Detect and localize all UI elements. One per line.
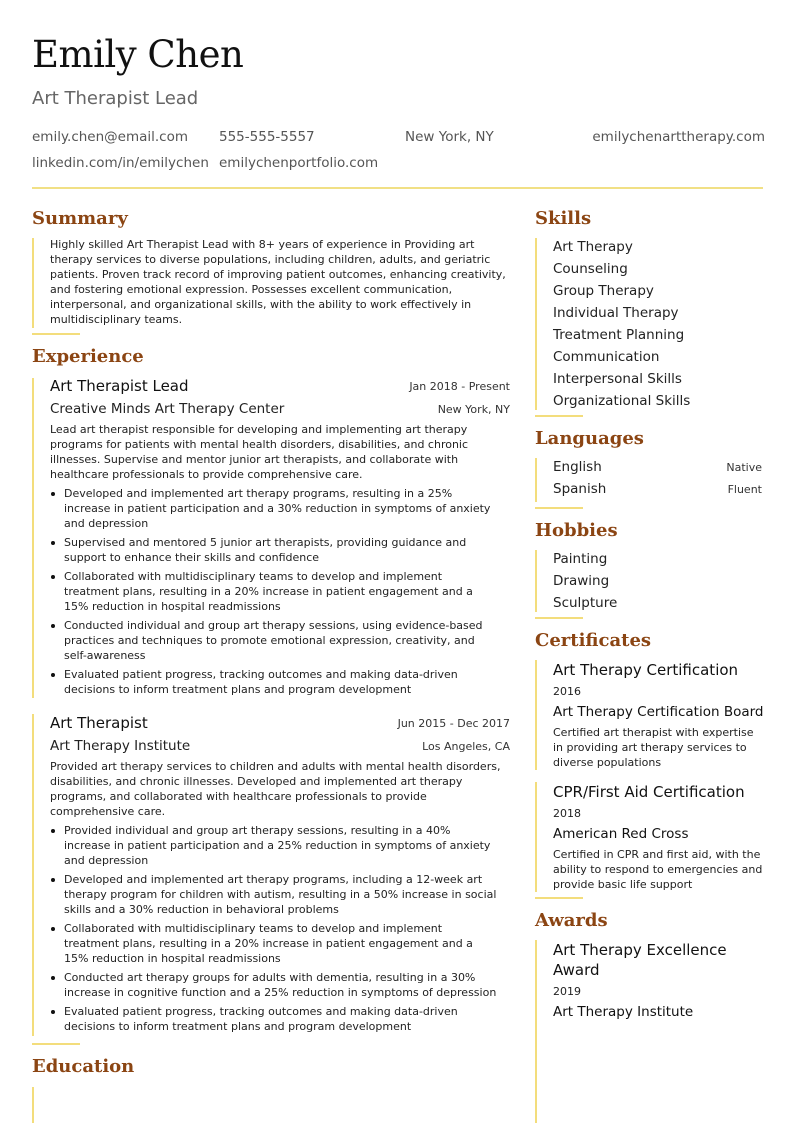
job-description: Lead art therapist responsible for developing and implementing art therapy programs for patients with mental health disorders, disabilities, and chronic illnesses. Supervise and mentor junior art therapists, and collaborate with healthcare professionals to provide comprehensive care. — [50, 423, 469, 481]
certificates-divider — [535, 897, 583, 899]
hobbies-divider — [535, 617, 583, 619]
job-company: Art Therapy Institute — [50, 738, 191, 754]
job-dates: Jun 2015 - Dec 2017 — [397, 717, 510, 730]
header-divider — [32, 187, 763, 189]
bullet-dot-icon — [51, 673, 55, 677]
bullet-dot-icon — [51, 541, 55, 545]
job-title: Art Therapist — [50, 714, 148, 732]
education-heading: Education — [32, 1056, 135, 1077]
certificate-year: 2016 — [553, 685, 581, 698]
job-company: Creative Minds Art Therapy Center — [50, 401, 285, 417]
awards-heading: Awards — [535, 910, 608, 931]
hobby-item: Painting — [553, 551, 608, 567]
job-bullet: Collaborated with multidisciplinary teams to develop and implement treatment plans, resulting in a 20% increase in patient engagement and a 15% reduction in hospital readmissions — [50, 921, 500, 966]
skill-item: Individual Therapy — [553, 305, 679, 321]
job-bullet-list — [50, 823, 500, 1038]
job-accent-bar — [32, 714, 34, 1036]
language-level: Fluent — [727, 483, 762, 496]
skill-item: Group Therapy — [553, 283, 654, 299]
bullet-dot-icon — [51, 624, 55, 628]
job-bullet-list — [50, 486, 500, 701]
hobby-item: Sculpture — [553, 595, 618, 611]
contact-location: New York, NY — [405, 129, 494, 145]
experience-divider — [32, 1043, 80, 1045]
experience-heading: Experience — [32, 346, 144, 367]
skills-accent-bar — [535, 238, 537, 410]
contact-email[interactable]: emily.chen@email.com — [32, 129, 189, 145]
bullet-dot-icon — [51, 927, 55, 931]
job-description: Provided art therapy services to children and adults with mental health disorders, disabilities, and chronic illnesses. Developed and implemented art therapy programs, and collaborated with healthcare professionals to provide comprehensive care. — [50, 760, 501, 818]
hobbies-accent-bar — [535, 550, 537, 612]
candidate-name: Emily Chen — [32, 33, 244, 76]
certificates-heading: Certificates — [535, 630, 652, 651]
education-accent-bar — [32, 1087, 34, 1123]
contact-portfolio[interactable]: emilychenportfolio.com — [219, 155, 379, 171]
skill-item: Communication — [553, 349, 660, 365]
candidate-title: Art Therapist Lead — [32, 88, 199, 109]
job-bullet: Evaluated patient progress, tracking outcomes and making data-driven decisions to inform treatment plans and program development — [50, 1004, 500, 1034]
hobby-item: Drawing — [553, 573, 610, 589]
bullet-dot-icon — [51, 976, 55, 980]
job-bullet: Conducted art therapy groups for adults with dementia, resulting in a 30% increase in cognitive function and a 25% reduction in symptoms of depression — [50, 970, 500, 1000]
certificate-name: Art Therapy Certification — [553, 661, 739, 679]
award-issuer: Art Therapy Institute — [553, 1004, 694, 1020]
summary-heading: Summary — [32, 208, 128, 229]
skill-item: Treatment Planning — [553, 327, 685, 343]
skill-item: Organizational Skills — [553, 393, 691, 409]
contact-phone[interactable]: 555-555-5557 — [219, 129, 315, 145]
contact-website[interactable]: emilychenarttherapy.com — [592, 129, 765, 145]
award-year: 2019 — [553, 985, 581, 998]
job-bullet: Evaluated patient progress, tracking outcomes and making data-driven decisions to inform treatment plans and program development — [50, 667, 500, 697]
certificate-description: Certified in CPR and first aid, with the ability to respond to emergencies and provide basic life support — [553, 848, 763, 891]
job-accent-bar — [32, 378, 34, 698]
certificate-name: CPR/First Aid Certification — [553, 783, 745, 801]
skills-heading: Skills — [535, 208, 592, 229]
job-bullet: Developed and implemented art therapy programs, resulting in a 25% increase in patient participation and a 30% reduction in symptoms of anxiety and depression — [50, 486, 500, 531]
summary-text: Highly skilled Art Therapist Lead with 8+ years of experience in Providing art therapy services to diverse populations, including children, adults, and geriatric patients. Proven track record of improving patient outcomes, enhancing creativity, and fostering emotional expression. Possesses excellent communication, interpersonal, and organizational skills, with the ability to work effectively in multidisciplinary teams. — [50, 238, 506, 326]
skill-item: Art Therapy — [553, 239, 633, 255]
languages-accent-bar — [535, 458, 537, 502]
awards-accent-bar — [535, 940, 537, 1123]
bullet-dot-icon — [51, 492, 55, 496]
job-location: New York, NY — [437, 403, 510, 416]
bullet-dot-icon — [51, 1010, 55, 1014]
contact-linkedin[interactable]: linkedin.com/in/emilychen — [32, 155, 209, 171]
job-bullet: Provided individual and group art therapy sessions, resulting in a 40% increase in patient participation and a 25% reduction in symptoms of anxiety and depression — [50, 823, 500, 868]
language-name: Spanish — [553, 481, 607, 497]
language-name: English — [553, 459, 602, 475]
job-title: Art Therapist Lead — [50, 377, 189, 395]
award-name: Art Therapy Excellence Award — [553, 941, 727, 979]
skill-item: Counseling — [553, 261, 628, 277]
hobbies-heading: Hobbies — [535, 520, 618, 541]
skill-item: Interpersonal Skills — [553, 371, 682, 387]
job-bullet: Developed and implemented art therapy programs, including a 12-week art therapy program for children with autism, resulting in a 50% increase in social skills and a 30% reduction in behavioral problems — [50, 872, 500, 917]
job-location: Los Angeles, CA — [422, 740, 510, 753]
bullet-dot-icon — [51, 575, 55, 579]
job-bullet: Supervised and mentored 5 junior art therapists, providing guidance and support to enhance their skills and confidence — [50, 535, 500, 565]
languages-heading: Languages — [535, 428, 644, 449]
job-bullet: Conducted individual and group art therapy sessions, using evidence-based practices and techniques to promote emotional expression, creativity, and self-awareness — [50, 618, 500, 663]
bullet-dot-icon — [51, 878, 55, 882]
certificate-accent-bar — [535, 660, 537, 770]
certificate-description: Certified art therapist with expertise in providing art therapy services to diverse populations — [553, 726, 754, 769]
certificate-year: 2018 — [553, 807, 581, 820]
language-level: Native — [726, 461, 762, 474]
certificate-accent-bar — [535, 782, 537, 892]
certificate-issuer: Art Therapy Certification Board — [553, 704, 764, 720]
bullet-dot-icon — [51, 829, 55, 833]
certificate-issuer: American Red Cross — [553, 826, 689, 842]
languages-divider — [535, 507, 583, 509]
skills-divider — [535, 415, 583, 417]
summary-divider — [32, 333, 80, 335]
summary-accent-bar — [32, 238, 34, 328]
job-dates: Jan 2018 - Present — [409, 380, 510, 393]
job-bullet: Collaborated with multidisciplinary teams to develop and implement treatment plans, resulting in a 20% increase in patient engagement and a 15% reduction in hospital readmissions — [50, 569, 500, 614]
